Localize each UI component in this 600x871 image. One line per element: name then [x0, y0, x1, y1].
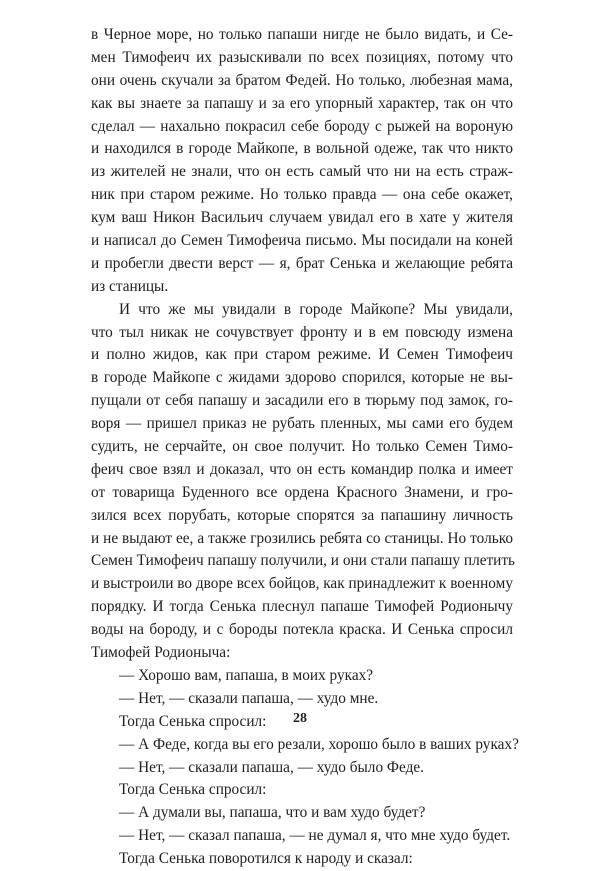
text-line: Тимофей Родионыча: — [91, 644, 231, 662]
text-line: в городе Майкопе с жидами здорово спорился, которые не вы- — [91, 369, 513, 387]
paragraph — [91, 734, 519, 757]
text-line: мен Тимофеич их разыскивали по всех позициях, потому что — [91, 48, 513, 66]
text-line: порядку. И тогда Сенька плеснул папаше Тимофей Родионычу — [91, 598, 513, 616]
page-number: 28 — [293, 711, 307, 726]
text-line: воря — пришел приказ не рубать пленных, мы сами его будем — [91, 415, 513, 433]
paragraph — [91, 24, 513, 299]
text-line: что тыл никак не сочувствует фронту и в ем повсюду измена — [91, 323, 513, 341]
text-line: И что же мы увидали в городе Майкопе? Мы увидали, — [119, 300, 513, 318]
text-line: Тогда Сенька спросил: — [119, 712, 267, 730]
paragraph — [91, 757, 513, 780]
text-line: и выстроили во дворе всех бойцов, как принадлежит к военному — [91, 575, 513, 593]
text-line: и не выдают ее, а также грозились ребята со станицы. Но только — [91, 529, 513, 547]
paragraph — [91, 825, 513, 848]
text-line: Тогда Сенька спросил: — [119, 781, 267, 799]
paragraph — [91, 802, 513, 825]
text-line: — Нет, — сказали папаша, — худо мне. — [119, 689, 379, 707]
text-line: — Нет, — сказал папаша, — не думал я, что мне худо будет. — [119, 827, 511, 845]
text-line: и пробегли двести верст — я, брат Сенька и желающие ребята — [91, 254, 513, 272]
text-line: из станицы. — [91, 277, 169, 295]
text-line: как вы знаете за папашу и за его упорный характер, так он что — [91, 94, 513, 112]
text-line: Семен Тимофеич папашу получили, и они стали папашу плетить — [91, 552, 516, 570]
text-line: — Хорошо вам, папаша, в моих руках? — [119, 666, 374, 684]
text-line: от товарища Буденного все ордена Красного Знамени, и гро- — [91, 483, 513, 501]
text-line: они очень скучали за братом Федей. Но только, любезная мама, — [91, 71, 513, 89]
text-line: феич свое взял и доказал, что он есть командир полка и имеет — [91, 460, 513, 478]
text-line: — А думали вы, папаша, что и вам худо будет? — [119, 804, 426, 822]
paragraph — [91, 779, 513, 802]
text-line: из жителей не знали, что он есть самый что ни на есть страж- — [91, 163, 513, 181]
text-line: и находился в городе Майкопе, в вольной одеже, так что никто — [91, 140, 513, 158]
text-line: в Черное море, но только папаши нигде не было видать, и Се- — [91, 26, 513, 43]
text-line: воды на бороду, и с бороды потекла краска. И Сенька спросил — [91, 621, 513, 639]
text-line: — А Феде, когда вы его резали, хорошо было в ваших руках? — [119, 735, 519, 753]
text-line: и полно жидов, как при старом режиме. И Семен Тимофеич — [91, 346, 513, 364]
text-line: пущали от себя папашу и засадили его в тюрьму под замок, го- — [91, 392, 513, 410]
text-line: — Нет, — сказали папаша, — худо было Феде. — [119, 758, 424, 776]
text-body — [91, 24, 519, 871]
text-line: кум ваш Никон Васильич случаем увидал его в хате у жителя — [91, 209, 513, 227]
paragraph — [91, 688, 513, 711]
text-line: и написал до Семен Тимофеича письмо. Мы посидали на коней — [91, 232, 513, 250]
paragraph — [91, 848, 513, 871]
text-line: ник при старом режиме. Но только правда — она себе окажет, — [91, 186, 513, 204]
text-line: судить, не серчайте, он свое получит. Но только Семен Тимо- — [91, 438, 513, 456]
paragraph — [91, 665, 513, 688]
text-line: зился всех порубать, которые спорятся за папашину личность — [91, 506, 513, 524]
text-line: Тогда Сенька поворотился к народу и сказал: — [119, 850, 413, 868]
text-line: сделал — нахально покрасил себе бороду с рыжей на вороную — [91, 117, 513, 135]
paragraph — [91, 299, 516, 665]
